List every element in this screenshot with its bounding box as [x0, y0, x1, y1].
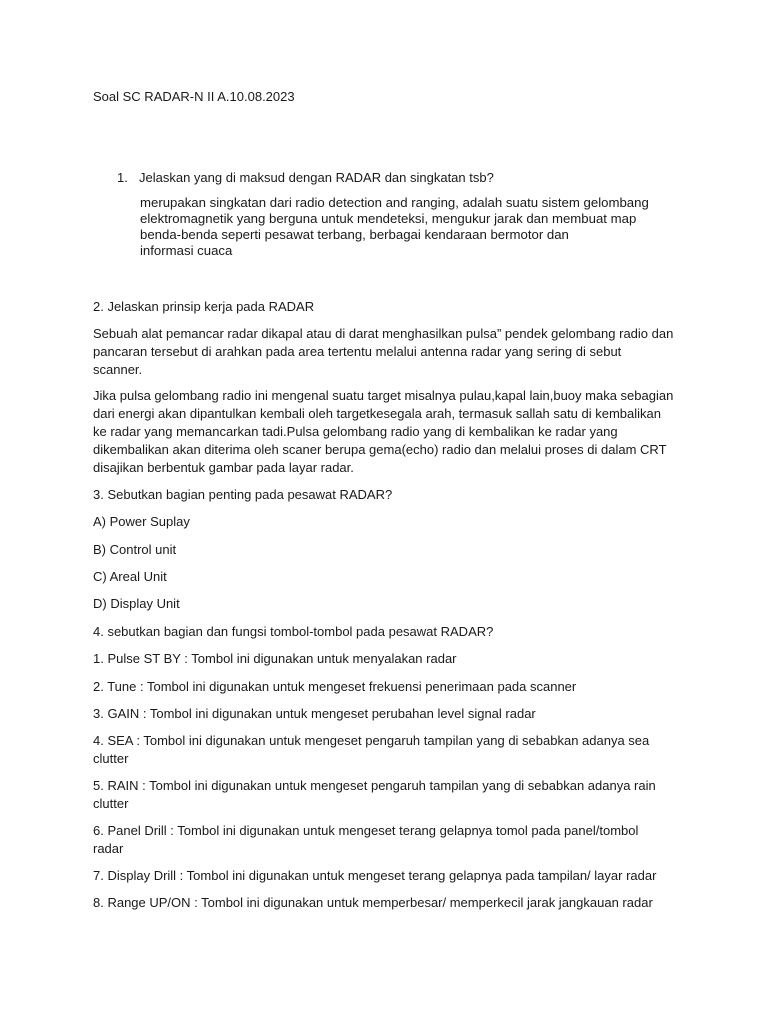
paragraph-line: scanner.	[93, 362, 143, 377]
answer-1-line: elektromagnetik yang berguna untuk mendeteksi, mengukur jarak dan membuat map	[140, 211, 637, 226]
item-line: 4. SEA : Tombol ini digunakan untuk mengeset pengaruh tampilan yang di sebabkan adanya sea	[93, 733, 650, 748]
question-4-item: 2. Tune : Tombol ini digunakan untuk mengeset frekuensi penerimaan pada scanner	[93, 679, 577, 694]
question-4: 4. sebutkan bagian dan fungsi tombol-tombol pada pesawat RADAR?	[93, 624, 494, 639]
paragraph-line: dikembalikan akan diterima oleh scaner berupa gema(echo) radio dan melalui proses di dalam CRT	[93, 442, 667, 457]
question-4-item: 7. Display Drill : Tombol ini digunakan untuk mengeset terang gelapnya pada tampilan/ layar radar	[93, 868, 657, 883]
question-1-number: 1.	[117, 170, 128, 185]
answer-1-line: merupakan singkatan dari radio detection and ranging, adalah suatu sistem gelombang	[140, 195, 649, 210]
answer-2-paragraph-2	[93, 387, 683, 477]
question-4-item	[93, 822, 683, 858]
paragraph-line: Jika pulsa gelombang radio ini mengenal suatu target misalnya pulau,kapal lain,buoy maka sebagian	[93, 388, 674, 403]
question-4-item: 3. GAIN : Tombol ini digunakan untuk mengeset perubahan level signal radar	[93, 706, 536, 721]
paragraph-line: pancaran tersebut di arahkan pada area tertentu melalui antenna radar yang sering di sebut	[93, 344, 622, 359]
question-3-item: C) Areal Unit	[93, 569, 167, 584]
item-line: radar	[93, 841, 124, 856]
question-4-item	[93, 732, 683, 768]
answer-1-line: benda-benda seperti pesawat terbang, berbagai kendaraan bermotor dan	[140, 227, 569, 242]
question-1-text: Jelaskan yang di maksud dengan RADAR dan singkatan tsb?	[139, 170, 494, 185]
answer-1	[140, 195, 680, 259]
item-line: 6. Panel Drill : Tombol ini digunakan untuk mengeset terang gelapnya tomol pada panel/tombol	[93, 823, 639, 838]
answer-1-line: informasi cuaca	[140, 243, 233, 258]
item-line: clutter	[93, 796, 129, 811]
item-line: 5. RAIN : Tombol ini digunakan untuk mengeset pengaruh tampilan yang di sebabkan adanya rain	[93, 778, 656, 793]
paragraph-line: ke radar yang memancarkan tadi.Pulsa gelombang radio yang di kembalikan ke radar yang	[93, 424, 618, 439]
question-3-item: B) Control unit	[93, 542, 177, 557]
paragraph-line: disajikan berbentuk gambar pada layar radar.	[93, 460, 354, 475]
question-3-item: A) Power Suplay	[93, 514, 190, 529]
answer-2-paragraph-1	[93, 325, 683, 379]
question-4-item	[93, 777, 683, 813]
question-1	[117, 169, 494, 187]
question-4-item: 1. Pulse ST BY : Tombol ini digunakan untuk menyalakan radar	[93, 651, 457, 666]
question-2: 2. Jelaskan prinsip kerja pada RADAR	[93, 299, 315, 314]
paragraph-line: Sebuah alat pemancar radar dikapal atau di darat menghasilkan pulsa” pendek gelombang radio dan	[93, 326, 674, 341]
question-3: 3. Sebutkan bagian penting pada pesawat RADAR?	[93, 487, 393, 502]
document-title: Soal SC RADAR-N II A.10.08.2023	[93, 89, 295, 104]
item-line: clutter	[93, 751, 129, 766]
question-3-item: D) Display Unit	[93, 596, 180, 611]
paragraph-line: dari energi akan dipantulkan kembali oleh targetkesegala arah, termasuk sallah satu di kembalikan	[93, 406, 662, 421]
question-4-item: 8. Range UP/ON : Tombol ini digunakan untuk memperbesar/ memperkecil jarak jangkauan radar	[93, 895, 653, 910]
